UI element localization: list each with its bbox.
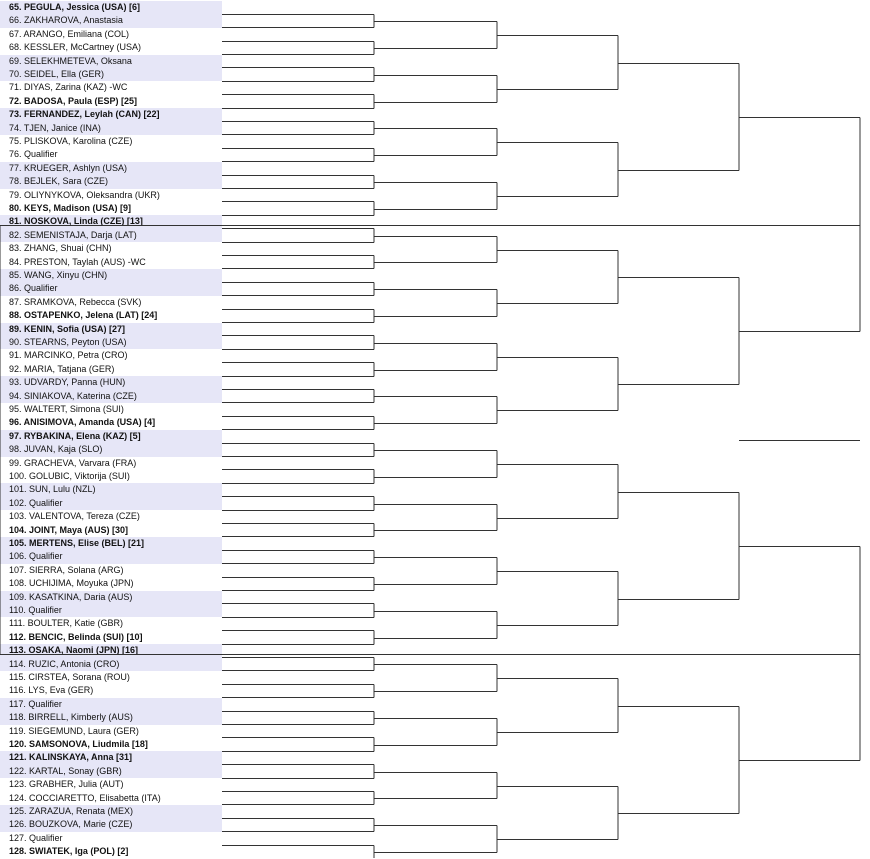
player-row: 111. BOULTER, Katie (GBR)	[9, 618, 124, 629]
player-row: 86. Qualifier	[0, 282, 222, 295]
player-row: 114. RUZIC, Antonia (CRO)	[0, 658, 222, 671]
player-row: 113. OSAKA, Naomi (JPN) [16]	[0, 644, 222, 657]
player-row: 69. SELEKHMETEVA, Oksana	[0, 55, 222, 68]
player-row: 115. CIRSTEA, Sorana (ROU)	[9, 672, 130, 682]
player-row: 70. SEIDEL, Ella (GER)	[0, 68, 222, 81]
player-row: 66. ZAKHAROVA, Anastasia	[0, 14, 222, 27]
player-row: 83. ZHANG, Shuai (CHN)	[9, 243, 112, 254]
player-row: 85. WANG, Xinyu (CHN)	[0, 269, 222, 282]
player-row: 75. PLISKOVA, Karolina (CZE)	[9, 136, 133, 146]
player-row: 122. KARTAL, Sonay (GBR)	[0, 765, 222, 778]
player-row: 78. BEJLEK, Sara (CZE)	[0, 175, 222, 188]
player-row: 90. STEARNS, Peyton (USA)	[0, 336, 222, 349]
player-row: 120. SAMSONOVA, Liudmila [18]	[9, 739, 148, 749]
player-row: 74. TJEN, Janice (INA)	[0, 122, 222, 135]
player-row: 109. KASATKINA, Daria (AUS)	[0, 591, 222, 604]
player-row: 125. ZARAZUA, Renata (MEX)	[0, 805, 222, 818]
player-row: 118. BIRRELL, Kimberly (AUS)	[0, 711, 222, 724]
player-row: 123. GRABHER, Julia (AUT)	[9, 779, 124, 790]
player-row: 106. Qualifier	[0, 550, 222, 563]
player-row: 77. KRUEGER, Ashlyn (USA)	[0, 162, 222, 175]
player-row: 124. COCCIARETTO, Elisabetta (ITA)	[9, 792, 161, 803]
player-row: 108. UCHIJIMA, Moyuka (JPN)	[9, 578, 134, 589]
player-row: 72. BADOSA, Paula (ESP) [25]	[9, 95, 138, 106]
player-row: 65. PEGULA, Jessica (USA) [6]	[0, 1, 222, 14]
player-row: 127. Qualifier	[9, 832, 63, 843]
player-row: 128. SWIATEK, Iga (POL) [2]	[9, 846, 129, 857]
player-row: 126. BOUZKOVA, Marie (CZE)	[0, 818, 222, 831]
player-row: 95. WALTERT, Simona (SUI)	[9, 404, 124, 414]
player-row: 101. SUN, Lulu (NZL)	[0, 483, 222, 496]
player-row: 96. ANISIMOVA, Amanda (USA) [4]	[9, 417, 156, 428]
player-row: 107. SIERRA, Solana (ARG)	[9, 564, 124, 575]
player-row: 116. LYS, Eva (GER)	[9, 685, 94, 696]
player-row: 81. NOSKOVA, Linda (CZE) [13]	[0, 215, 222, 228]
player-row: 100. GOLUBIC, Viktorija (SUI)	[9, 471, 130, 481]
player-row: 103. VALENTOVA, Tereza (CZE)	[9, 511, 140, 522]
player-row: 80. KEYS, Madison (USA) [9]	[9, 203, 132, 213]
player-row: 67. ARANGO, Emiliana (COL)	[9, 28, 130, 39]
player-row: 92. MARIA, Tatjana (GER)	[9, 363, 115, 374]
player-row: 112. BENCIC, Belinda (SUI) [10]	[9, 631, 143, 642]
player-row: 73. FERNANDEZ, Leylah (CAN) [22]	[0, 108, 222, 121]
player-row: 91. MARCINKO, Petra (CRO)	[9, 350, 128, 361]
player-row: 98. JUVAN, Kaja (SLO)	[0, 443, 222, 456]
player-row: 87. SRAMKOVA, Rebecca (SVK)	[9, 296, 142, 307]
player-row: 88. OSTAPENKO, Jelena (LAT) [24]	[9, 310, 158, 321]
player-row: 117. Qualifier	[0, 698, 222, 711]
player-row: 89. KENIN, Sofia (USA) [27]	[0, 323, 222, 336]
player-row: 93. UDVARDY, Panna (HUN)	[0, 376, 222, 389]
player-row: 84. PRESTON, Taylah (AUS) -WC	[9, 256, 146, 267]
player-row: 104. JOINT, Maya (AUS) [30]	[9, 524, 129, 535]
player-row: 121. KALINSKAYA, Anna [31]	[0, 751, 222, 764]
player-row: 102. Qualifier	[0, 497, 222, 510]
player-row: 71. DIYAS, Zarina (KAZ) -WC	[9, 82, 128, 93]
player-row: 82. SEMENISTAJA, Darja (LAT)	[0, 229, 222, 242]
player-row: 97. RYBAKINA, Elena (KAZ) [5]	[0, 430, 222, 443]
player-row: 76. Qualifier	[9, 149, 58, 160]
player-row: 99. GRACHEVA, Varvara (FRA)	[9, 457, 137, 468]
player-row: 68. KESSLER, McCartney (USA)	[9, 42, 142, 53]
player-row: 94. SINIAKOVA, Katerina (CZE)	[0, 390, 222, 403]
player-row: 79. OLIYNYKOVA, Oleksandra (UKR)	[9, 189, 160, 200]
player-row: 105. MERTENS, Elise (BEL) [21]	[0, 537, 222, 550]
player-row: 110. Qualifier	[0, 604, 222, 617]
player-row: 119. SIEGEMUND, Laura (GER)	[9, 725, 139, 736]
